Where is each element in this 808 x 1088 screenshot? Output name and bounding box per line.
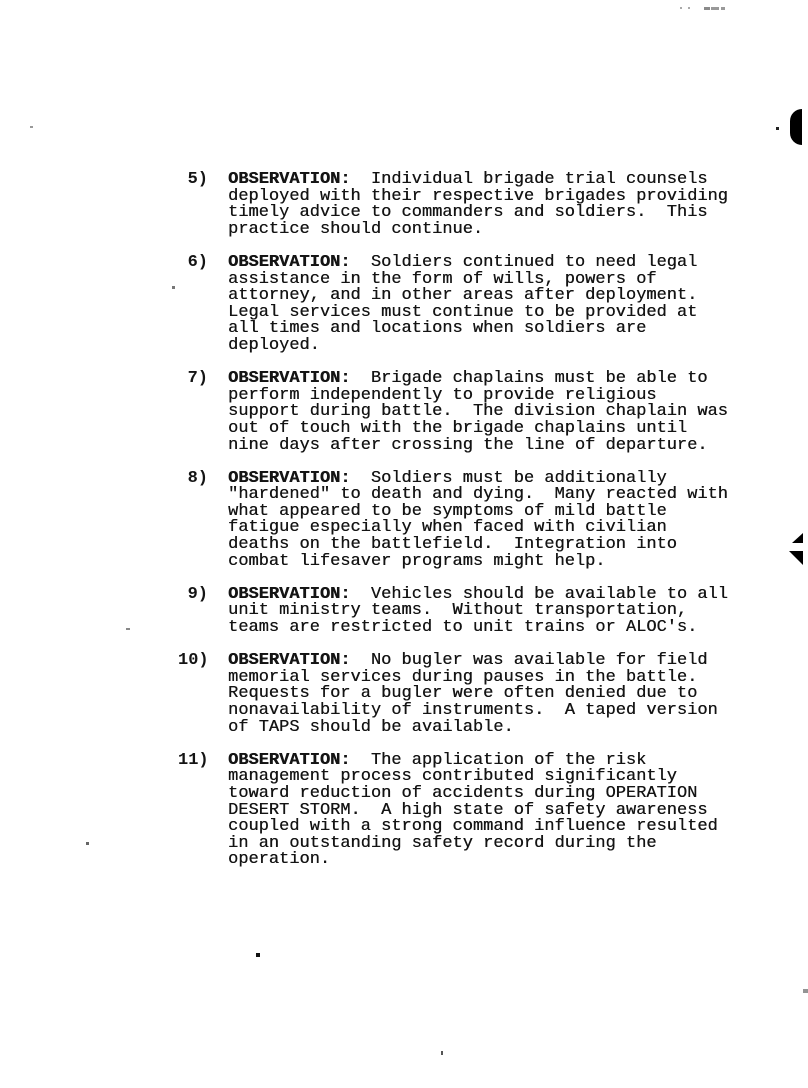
observation-line: attorney, and in other areas after deployment. — [228, 286, 698, 306]
observation-line: what appeared to be symptoms of mild battle — [228, 501, 667, 521]
observation-body — [228, 172, 750, 238]
scan-mark-triangle-top — [792, 533, 803, 543]
observation-body — [228, 750, 750, 870]
scan-speck — [30, 126, 33, 128]
observation-body — [228, 584, 750, 638]
observation-line: nonavailability of instruments. A taped version — [228, 701, 718, 720]
observation-line: deaths on the battlefield. Integration into — [228, 535, 677, 555]
observation-number: 11) — [178, 750, 209, 770]
observation-line: unit ministry teams. Without transportation, — [228, 601, 688, 621]
observation-number: 6) — [187, 252, 208, 272]
observation-label: OBSERVATION: — [228, 468, 351, 488]
scan-mark-dot — [256, 953, 260, 957]
scan-dash — [711, 7, 719, 10]
observation-number: 5) — [187, 170, 208, 189]
scan-speck — [441, 1051, 443, 1055]
scan-speck — [688, 7, 690, 9]
scan-speck — [172, 286, 175, 289]
observation-item — [178, 750, 758, 870]
observation-body — [228, 468, 750, 571]
observation-line: fatigue especially when faced with civilian — [228, 518, 667, 538]
observation-item — [178, 371, 758, 454]
scan-mark-half-disc — [790, 109, 802, 145]
observation-text: Individual brigade trial counsels — [350, 170, 708, 189]
observation-item — [178, 468, 758, 571]
observation-item — [178, 653, 758, 736]
observation-text: The application of the risk — [350, 750, 647, 770]
observation-line: teams are restricted to unit trains or ALOC's. — [228, 618, 698, 638]
observation-line: management process contributed significantly — [228, 767, 677, 787]
observation-line: Requests for a bugler were often denied due to — [228, 684, 698, 704]
observation-line: timely advice to commanders and soldiers. This — [228, 203, 708, 223]
observation-text: No bugler was available for field — [350, 651, 708, 671]
observation-line: Legal services must continue to be provided at — [228, 302, 698, 322]
observation-text: Vehicles should be available to all — [350, 584, 728, 604]
observation-line: operation. — [228, 850, 331, 870]
observation-number: 10) — [178, 651, 209, 671]
observation-label: OBSERVATION: — [228, 252, 351, 272]
scan-mark-triangle-bottom — [789, 551, 803, 565]
observation-line: practice should continue. — [228, 219, 484, 239]
observation-body — [228, 653, 750, 736]
observation-item — [178, 252, 758, 355]
observation-line: combat lifesaver programs might help. — [228, 551, 606, 571]
observation-line: deployed with their respective brigades providing — [228, 186, 728, 206]
observation-number: 8) — [187, 468, 208, 488]
observation-text: Brigade chaplains must be able to — [350, 369, 708, 389]
observation-label: OBSERVATION: — [228, 369, 351, 389]
observation-line: nine days after crossing the line of departure. — [228, 435, 708, 455]
observation-body — [228, 371, 750, 454]
scan-speck — [86, 842, 89, 845]
observation-item — [178, 172, 758, 238]
observation-line: "hardened" to death and dying. Many reacted with — [228, 485, 728, 505]
observation-item — [178, 584, 758, 638]
observation-line: perform independently to provide religious — [228, 385, 657, 405]
observation-line: all times and locations when soldiers are — [228, 319, 647, 339]
observation-text: Soldiers must be additionally — [350, 468, 667, 488]
observation-number: 9) — [187, 584, 208, 604]
observation-line: memorial services during pauses in the battle. — [228, 667, 698, 687]
observation-label: OBSERVATION: — [228, 651, 351, 671]
observation-line: coupled with a strong command influence resulted — [228, 817, 718, 837]
observation-list — [178, 172, 758, 886]
observation-line: of TAPS should be available. — [228, 717, 514, 737]
observation-line: support during battle. The division chaplain was — [228, 402, 728, 422]
scan-speck — [126, 628, 130, 630]
scan-dash — [803, 989, 808, 993]
observation-line: out of touch with the brigade chaplains until — [228, 418, 688, 438]
observation-number: 7) — [187, 369, 208, 389]
observation-label: OBSERVATION: — [228, 170, 351, 189]
observation-line: deployed. — [228, 335, 320, 355]
observation-line: toward reduction of accidents during OPERATION — [228, 783, 698, 803]
observation-text: Soldiers continued to need legal — [350, 252, 698, 272]
scan-mark-dot — [776, 127, 779, 130]
observation-line: assistance in the form of wills, powers of — [228, 269, 657, 289]
observation-body — [228, 252, 750, 355]
scan-dash — [721, 7, 725, 10]
observation-line: in an outstanding safety record during the — [228, 833, 657, 853]
scan-speck — [680, 7, 682, 9]
observation-label: OBSERVATION: — [228, 750, 351, 770]
observation-line: DESERT STORM. A high state of safety awareness — [228, 800, 708, 820]
scan-dash — [704, 7, 710, 10]
observation-label: OBSERVATION: — [228, 584, 351, 604]
